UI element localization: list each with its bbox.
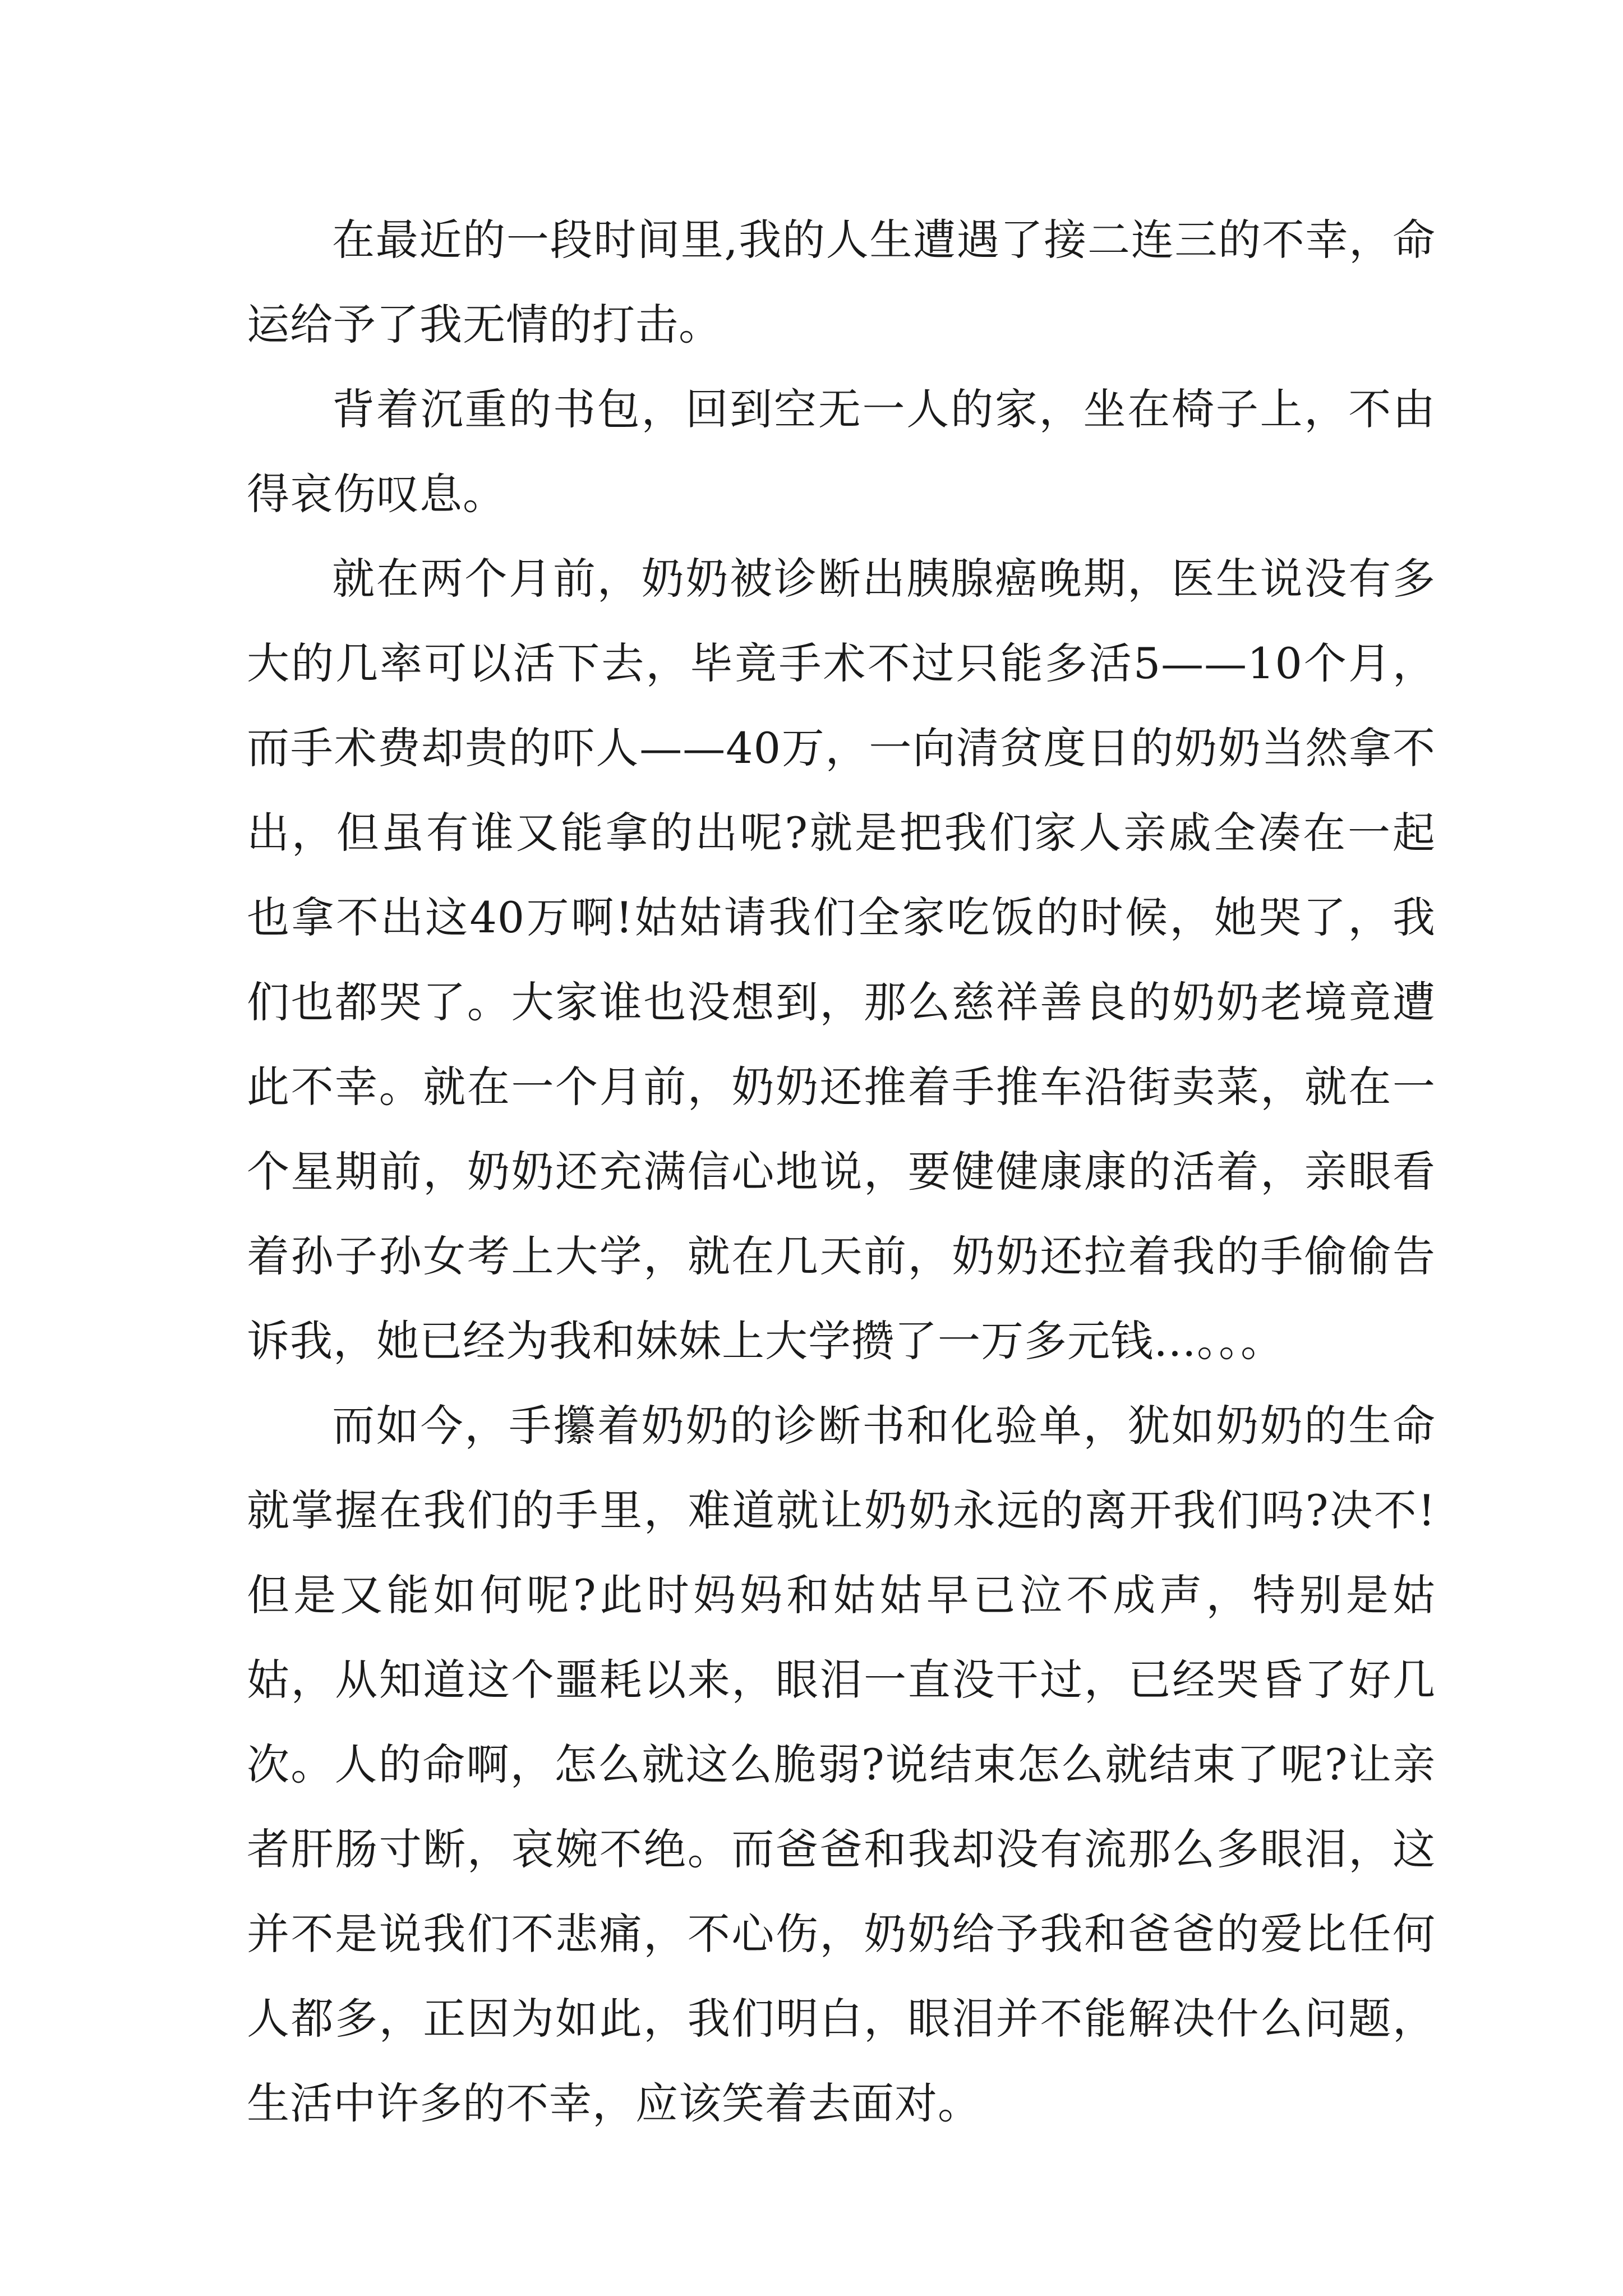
paragraph-1: 在最近的一段时间里,我的人生遭遇了接二连三的不幸，命运给予了我无情的打击。 — [247, 215, 1436, 349]
paragraph-3: 就在两个月前，奶奶被诊断出胰腺癌晚期，医生说没有多大的几率可以活下去，毕竟手术不过只能多活5——10个月，而手术费却贵的吓人——40万，一向清贫度日的奶奶当然拿不出，但虽有谁又能拿的出呢?就是把我们家人亲戚全凑在一起也拿不出这40万啊!姑姑请我们全家吃饭的时候，她哭了，我们也都哭了。大家谁也没想到，那么慈祥善良的奶奶老境竟遭此不幸。就在一个月前，奶奶还推着手推车沿街卖菜，就在一个星期前，奶奶还充满信心地说，要健健康康的活着，亲眼看着孙子孙女考上大学，就在几天前，奶奶还拉着我的手偷偷告诉我，她已经为我和妹妹上大学攒了一万多元钱…。。。 — [247, 554, 1436, 1366]
paragraph-4: 而如今，手攥着奶奶的诊断书和化验单，犹如奶奶的生命就掌握在我们的手里，难道就让奶奶永远的离开我们吗?决不!但是又能如何呢?此时妈妈和姑姑早已泣不成声，特别是姑姑，从知道这个噩耗以来，眼泪一直没干过，已经哭昏了好几次。人的命啊，怎么就这么脆弱?说结束怎么就结束了呢?让亲者肝肠寸断，哀婉不绝。而爸爸和我却没有流那么多眼泪，这并不是说我们不悲痛，不心伤，奶奶给予我和爸爸的爱比任何人都多，正因为如此，我们明白，眼泪并不能解决什么问题，生活中许多的不幸，应该笑着去面对。 — [247, 1401, 1436, 2128]
paragraph-2: 背着沉重的书包，回到空无一人的家，坐在椅子上，不由得哀伤叹息。 — [247, 384, 1436, 519]
body-text — [247, 197, 1436, 2146]
